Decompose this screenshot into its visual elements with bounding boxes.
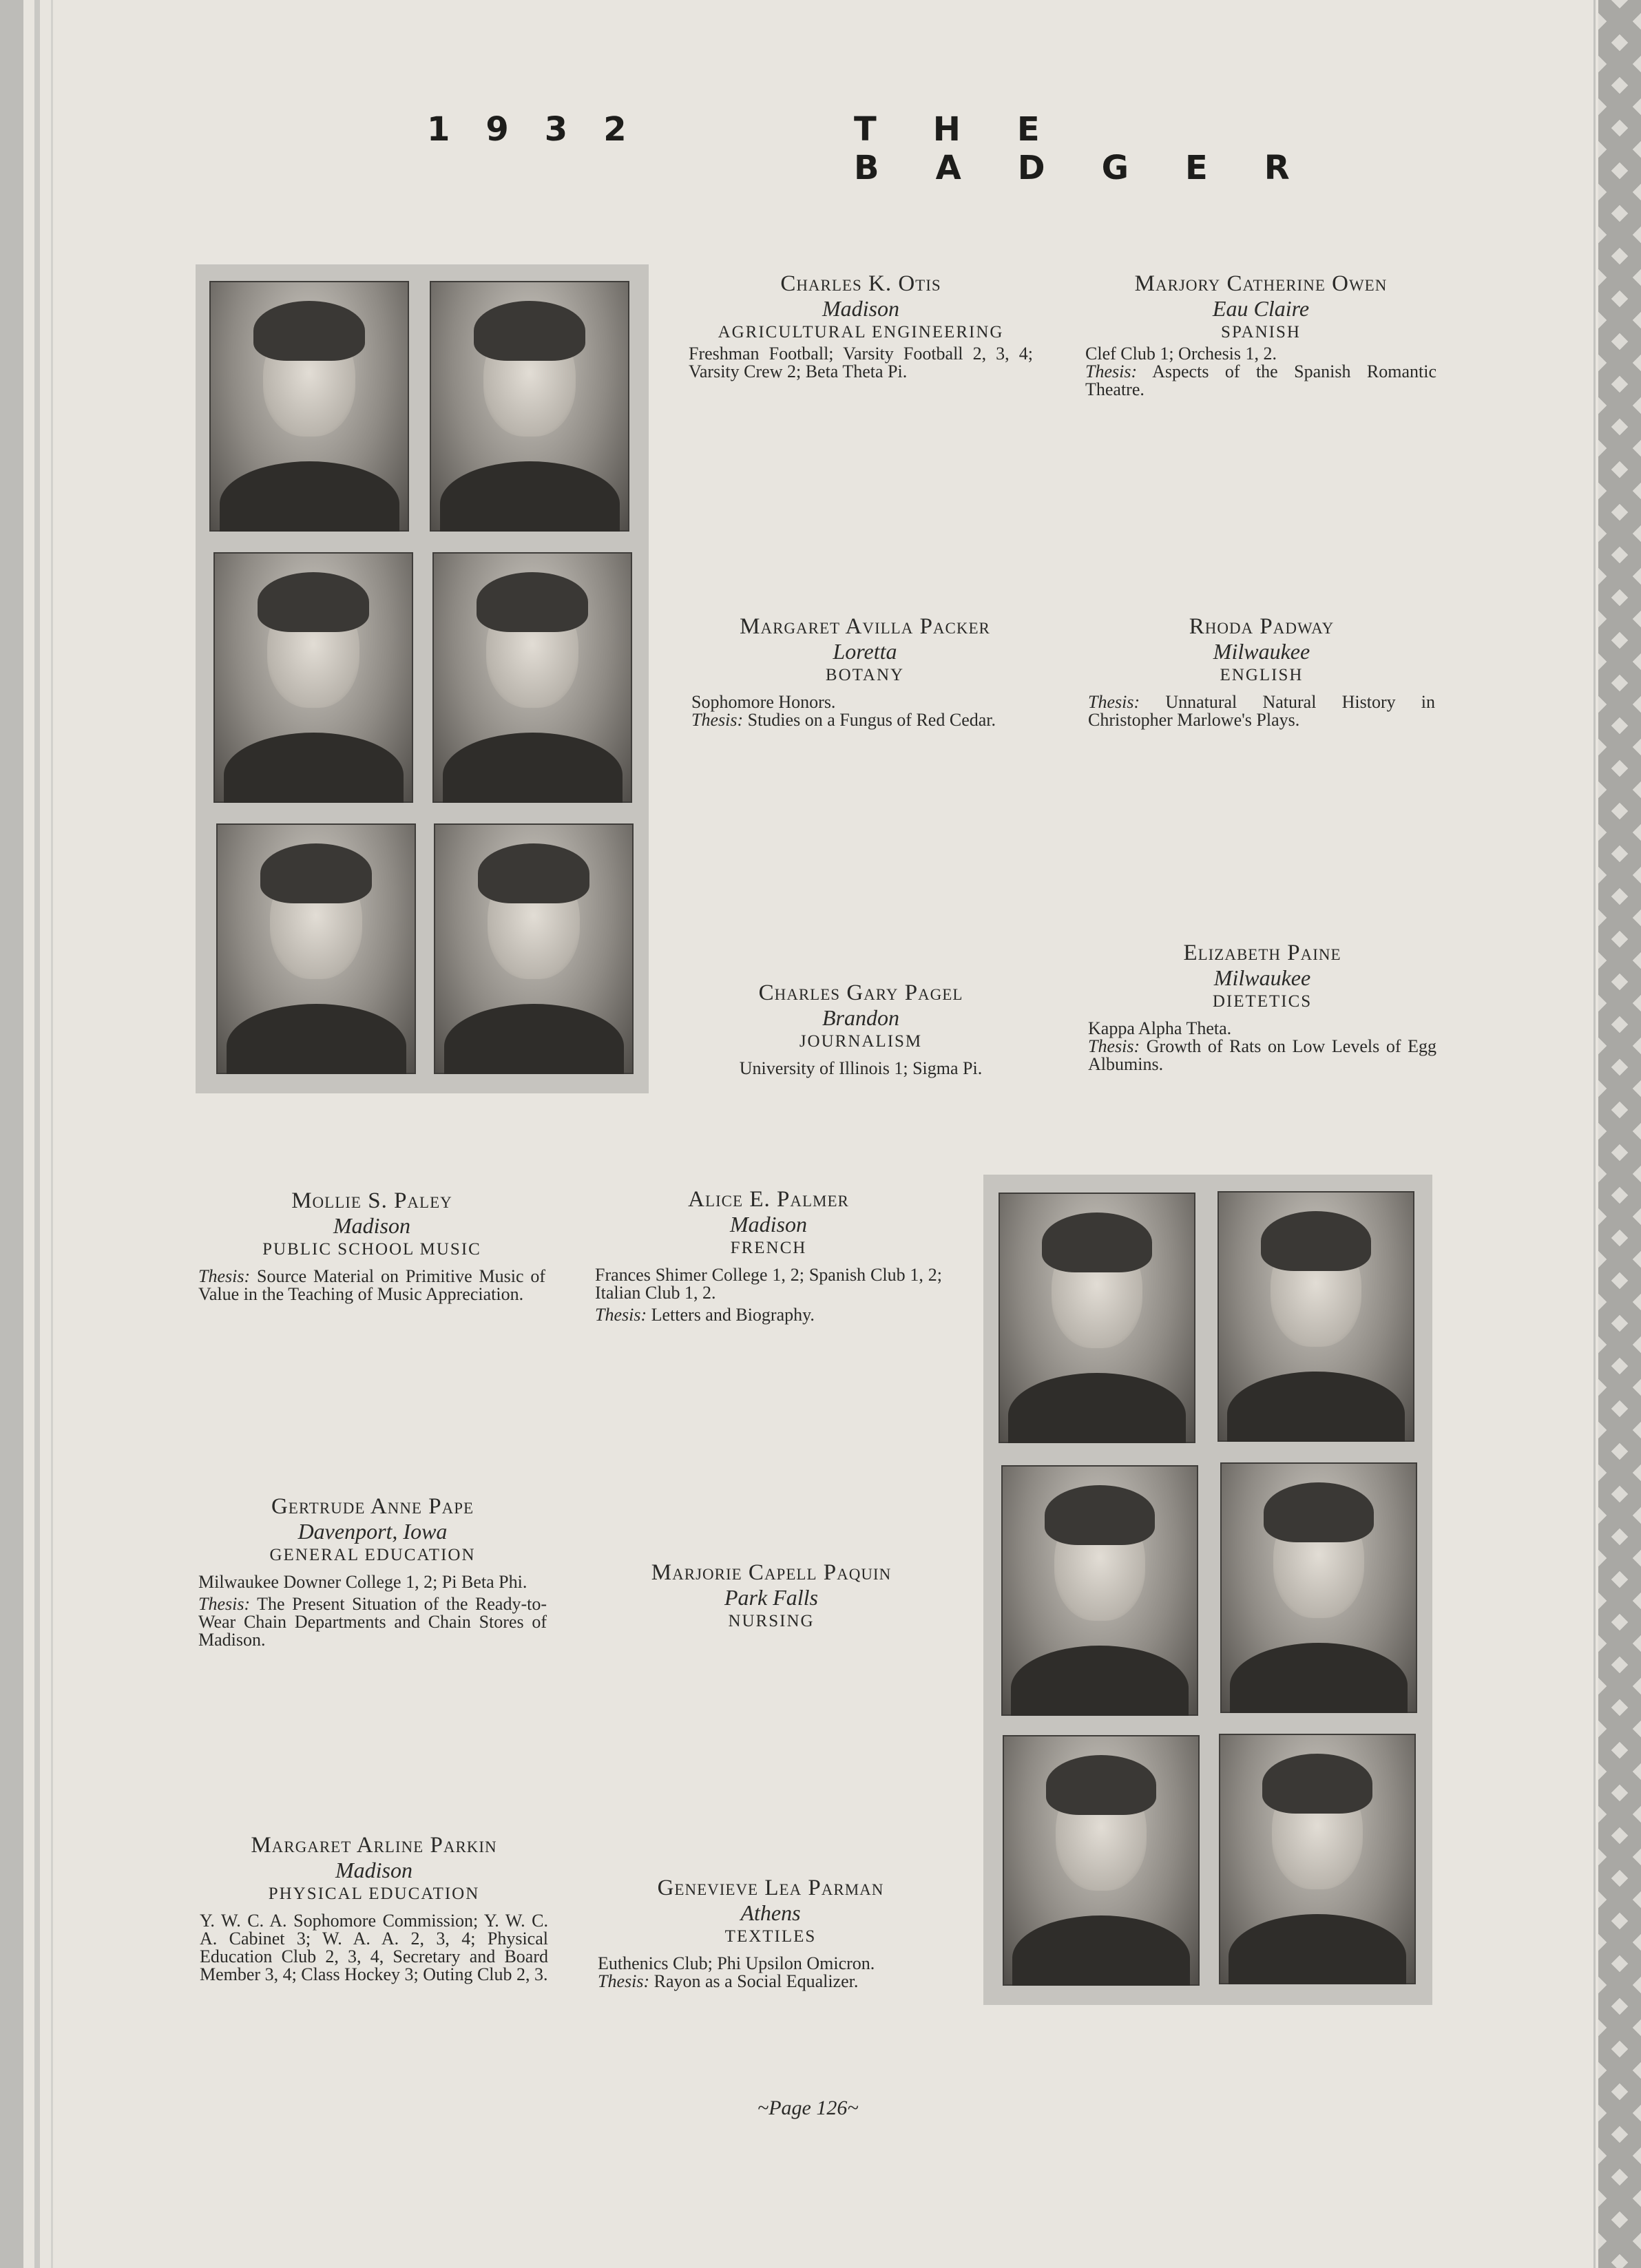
thesis-label: Thesis: — [595, 1304, 647, 1325]
student-thesis — [198, 1268, 545, 1303]
student-name: Elizabeth Paine — [1183, 941, 1341, 965]
student-department: DIETETICS — [1212, 991, 1313, 1011]
student-department: GENERAL EDUCATION — [269, 1545, 476, 1564]
student-thesis — [691, 711, 1038, 729]
student-name: Rhoda Padway — [1189, 614, 1335, 639]
portrait-photo — [432, 552, 632, 803]
student-department: AGRICULTURAL ENGINEERING — [718, 322, 1004, 342]
student-thesis — [598, 1973, 943, 1991]
student-activities: Freshman Football; Varsity Football 2, 3, 4; Varsity Crew 2; Beta Theta Pi. — [689, 343, 1033, 381]
student-entry — [198, 1494, 547, 1649]
student-department: PHYSICAL EDUCATION — [268, 1884, 480, 1903]
page-number: ~Page 126~ — [757, 2097, 859, 2119]
student-thesis — [198, 1595, 547, 1649]
student-thesis — [1088, 1038, 1436, 1073]
photo-panel-bottom-right — [983, 1175, 1432, 2005]
thesis-text: Aspects of the Spanish Romantic Theatre. — [1085, 361, 1436, 399]
thesis-text: Rayon as a Social Equalizer. — [654, 1971, 859, 1991]
student-entry — [691, 614, 1038, 729]
student-name: Margaret Arline Parkin — [251, 1833, 497, 1858]
student-entry — [1088, 941, 1436, 1073]
thesis-label: Thesis: — [598, 1971, 650, 1991]
student-entry — [606, 1560, 937, 1631]
portrait-photo — [1219, 1734, 1416, 1984]
student-department: PUBLIC SCHOOL MUSIC — [262, 1239, 481, 1259]
student-name: Gertrude Anne Pape — [271, 1494, 474, 1519]
student-name: Charles Gary Pagel — [758, 980, 963, 1005]
student-entry — [689, 980, 1033, 1078]
left-rule-thin — [51, 0, 53, 2268]
student-entry — [1088, 614, 1435, 729]
student-city: Milwaukee — [1213, 638, 1310, 664]
header-year: 1932 — [427, 110, 662, 149]
portrait-photo — [213, 552, 413, 803]
student-entry — [1085, 271, 1436, 399]
thesis-text: Growth of Rats on Low Levels of Egg Albumins. — [1088, 1036, 1436, 1074]
student-department: TEXTILES — [724, 1926, 817, 1946]
student-name: Alice E. Palmer — [688, 1187, 849, 1212]
thesis-label: Thesis: — [1085, 361, 1138, 381]
portrait-photo — [434, 823, 634, 1074]
student-city: Loretta — [833, 638, 897, 664]
student-city: Madison — [730, 1211, 807, 1237]
student-department: FRENCH — [730, 1238, 807, 1257]
student-city: Eau Claire — [1212, 295, 1310, 321]
student-name: Genevieve Lea Parman — [657, 1876, 884, 1900]
right-diamond-border — [1598, 0, 1641, 2268]
student-activities: Euthenics Club; Phi Upsilon Omicron. — [598, 1953, 875, 1973]
student-city: Park Falls — [724, 1584, 818, 1610]
portrait-photo — [1003, 1735, 1200, 1986]
student-activities: Y. W. C. A. Sophomore Commission; Y. W. C. A. Cabinet 3; W. A. A. 2, 3, 4; Physical Education Club 2, 3, 4, Secretary and Board Member 3, 4; Class Hockey 3; Outing Club 2, 3. — [200, 1910, 548, 1984]
student-entry — [689, 271, 1033, 381]
student-name: Mollie S. Paley — [291, 1188, 452, 1213]
thesis-label: Thesis: — [198, 1593, 251, 1614]
right-rule — [1593, 0, 1596, 2268]
student-name: Margaret Avilla Packer — [740, 614, 990, 639]
student-department: NURSING — [728, 1611, 815, 1630]
student-activities: Clef Club 1; Orchesis 1, 2. — [1085, 343, 1277, 364]
student-activities: University of Illinois 1; Sigma Pi. — [739, 1058, 983, 1078]
student-city: Milwaukee — [1213, 965, 1311, 990]
portrait-photo — [1217, 1191, 1414, 1442]
student-activities: Sophomore Honors. — [691, 691, 836, 712]
student-name: Marjory Catherine Owen — [1134, 271, 1388, 296]
student-thesis — [1085, 363, 1436, 399]
thesis-text: The Present Situation of the Ready-to-Wear Chain Departments and Chain Stores of Madison. — [198, 1593, 547, 1650]
portrait-photo — [209, 281, 409, 532]
thesis-text: Letters and Biography. — [651, 1304, 815, 1325]
student-city: Madison — [335, 1857, 412, 1882]
student-thesis — [595, 1306, 942, 1324]
student-city: Davenport, Iowa — [297, 1518, 448, 1544]
student-department: SPANISH — [1221, 322, 1301, 342]
student-department: JOURNALISM — [799, 1031, 923, 1051]
student-entry — [198, 1188, 545, 1303]
student-activities: Kappa Alpha Theta. — [1088, 1018, 1232, 1038]
photo-panel-top-left — [196, 264, 649, 1093]
student-city: Athens — [740, 1900, 801, 1925]
thesis-label: Thesis: — [691, 709, 744, 730]
student-entry — [598, 1876, 943, 1991]
portrait-photo — [1220, 1462, 1417, 1713]
portrait-photo — [216, 823, 416, 1074]
thesis-text: Studies on a Fungus of Red Cedar. — [747, 709, 996, 730]
thesis-label: Thesis: — [1088, 1036, 1140, 1056]
portrait-photo — [430, 281, 629, 532]
thesis-label: Thesis: — [198, 1266, 251, 1286]
portrait-photo — [1001, 1465, 1198, 1716]
student-thesis — [1088, 693, 1435, 729]
portrait-photo — [999, 1193, 1195, 1443]
thesis-text: Unnatural Natural History in Christopher Marlowe's Plays. — [1088, 691, 1435, 730]
student-department: ENGLISH — [1220, 665, 1304, 684]
header-title: THE BADGER — [854, 110, 1346, 187]
student-name: Charles K. Otis — [780, 271, 941, 296]
left-page-edge — [0, 0, 23, 2268]
student-entry — [595, 1187, 942, 1324]
thesis-label: Thesis: — [1088, 691, 1140, 712]
thesis-text: Source Material on Primitive Music of Value in the Teaching of Music Appreciation. — [198, 1266, 546, 1304]
student-city: Brandon — [822, 1005, 899, 1030]
left-rule — [34, 0, 40, 2268]
student-city: Madison — [333, 1212, 410, 1238]
student-city: Madison — [822, 295, 899, 321]
student-department: BOTANY — [825, 665, 905, 684]
student-name: Marjorie Capell Paquin — [651, 1560, 892, 1585]
student-entry — [200, 1833, 548, 1984]
student-activities: Milwaukee Downer College 1, 2; Pi Beta Phi. — [198, 1571, 527, 1592]
student-activities: Frances Shimer College 1, 2; Spanish Club 1, 2; Italian Club 1, 2. — [595, 1264, 942, 1303]
